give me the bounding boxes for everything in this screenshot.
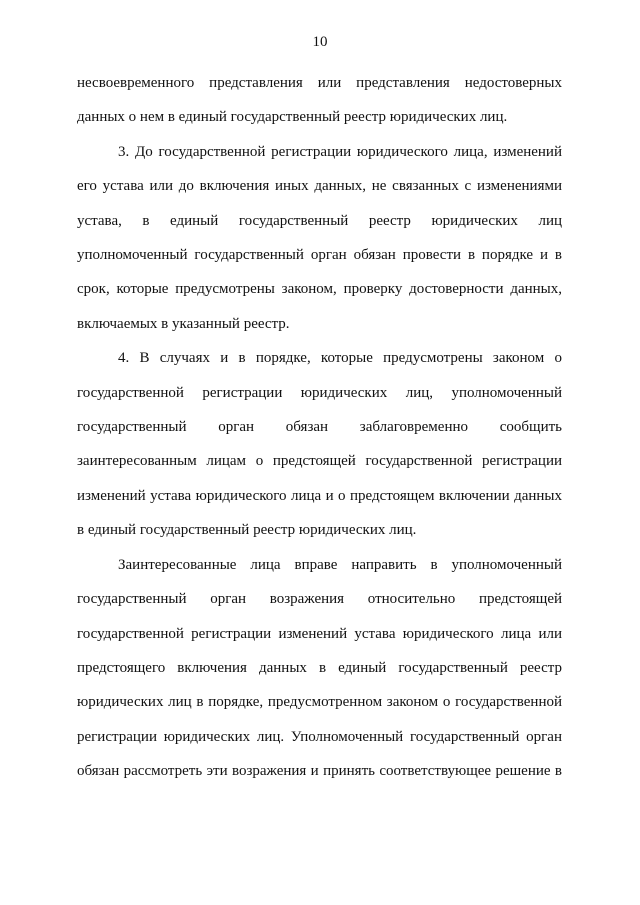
page-number: 10	[312, 34, 328, 50]
document-body	[77, 66, 562, 789]
paragraph-item-4: 4. В случаях и в порядке, которые предусмотрены законом о государственной регистрации юридических лиц, уполномоченный государственный орган обязан заблаговременно сообщить заинтересованным лицам о предстоящей государственной регистрации изменений устава юридического лица и о предстоящем включении данных в единый государственный реестр юридических лиц.	[77, 350, 562, 539]
paragraph-item-3: 3. До государственной регистрации юридического лица, изменений его устава или до включения иных данных, не связанных с изменениями устава, в единый государственный реестр юридических лиц уполномоченный государственный орган обязан провести в порядке и в срок, которые предусмотрены законом, проверку достоверности данных, включаемых в указанный реестр.	[77, 143, 562, 332]
paragraph-continuation: несвоевременного представления или представления недостоверных данных о нем в единый государственный реестр юридических лиц.	[77, 75, 562, 126]
paragraph-objections: Заинтересованные лица вправе направить в уполномоченный государственный орган возражения относительно предстоящей государственной регистрации изменений устава юридического лица или предстоящего включения данных в единый государственный реестр юридических лиц в порядке, предусмотренном законом о государственной регистрации юридических лиц. Уполномоченный государственный орган обязан рассмотреть эти возражения и принять соответствующее решение в	[77, 556, 562, 780]
